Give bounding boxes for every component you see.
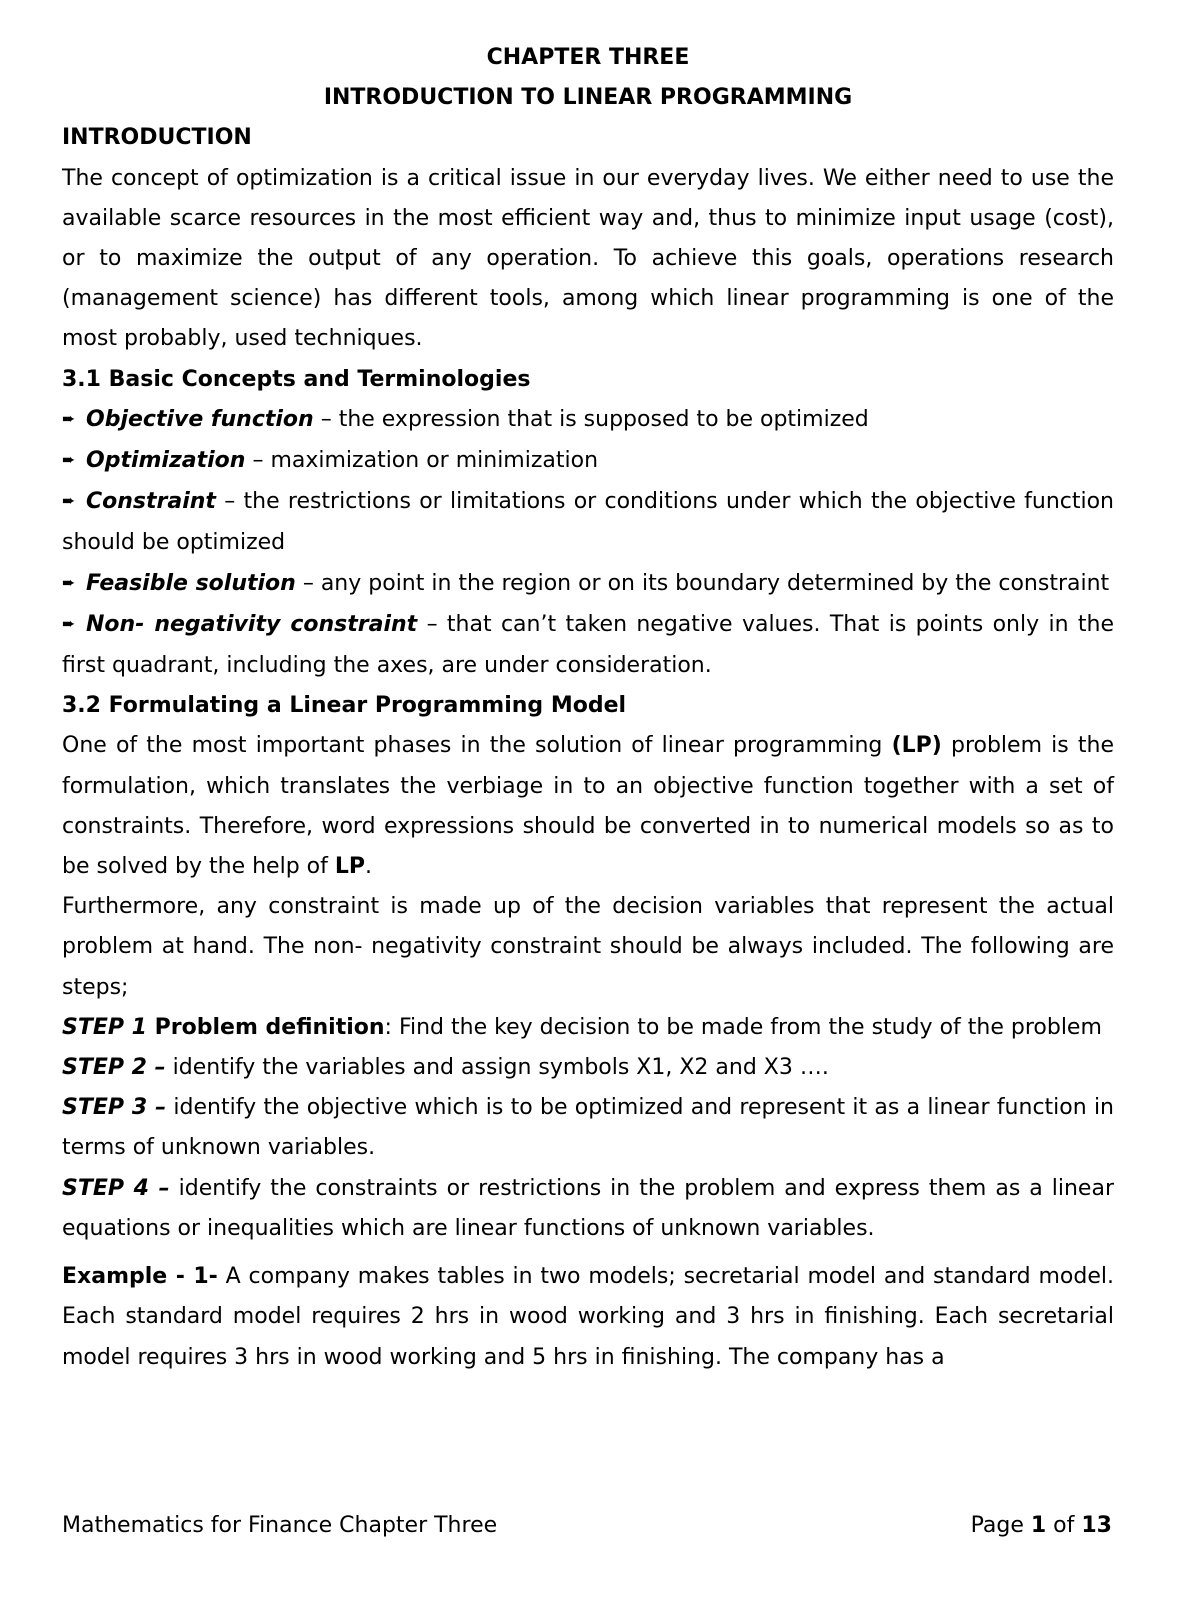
term-item — [62, 564, 1114, 605]
term-label: Optimization — [86, 448, 246, 474]
formulation-paragraph — [62, 726, 1114, 887]
step-label: STEP 3 – — [62, 1095, 167, 1121]
arrow-bullet-icon: ➨ — [62, 491, 76, 511]
page-footer — [62, 1506, 1112, 1546]
term-label: Constraint — [86, 489, 216, 515]
step-item — [62, 1048, 1114, 1088]
of-word: of — [1046, 1513, 1082, 1538]
arrow-bullet-icon: ➨ — [62, 613, 76, 633]
arrow-bullet-icon: ➨ — [62, 450, 76, 470]
step-label: STEP 1 — [62, 1014, 147, 1040]
step-label: STEP 4 – — [62, 1175, 170, 1201]
chapter-title: INTRODUCTION TO LINEAR PROGRAMMING — [323, 85, 853, 111]
step-text: identify the constraints or restrictions in the problem and express them as a linear equations or inequalities which are linear functions of unknown variables. — [62, 1175, 1114, 1241]
bold-run: (LP) — [891, 733, 942, 759]
step-label: STEP 2 – — [62, 1055, 166, 1081]
step-item — [62, 1008, 1114, 1048]
bold-run: LP — [334, 854, 366, 880]
term-definition: – that can’t taken negative values. That is points only in the first quadrant, including the axes, are under consideration. — [62, 611, 1114, 679]
page-word: Page — [970, 1513, 1031, 1538]
section-3-1-heading: 3.1 Basic Concepts and Terminologies — [62, 366, 531, 392]
intro-paragraph: The concept of optimization is a critical issue in our everyday lives. We either need to use the available scarce resources in the most efficient way and, thus to minimize input usage (cost), or to maximize the output of any operation. To achieve this goals, operations research (management science) has different tools, among which linear programming is one of the most probably, used techniques. — [62, 165, 1114, 352]
arrow-bullet-icon: ➨ — [62, 408, 76, 428]
term-label: Feasible solution — [86, 570, 296, 596]
term-label: Objective function — [86, 406, 314, 432]
step-item — [62, 1088, 1114, 1168]
term-item — [62, 482, 1114, 563]
step-text: identify the objective which is to be optimized and represent it as a linear function in terms of unknown variables. — [62, 1095, 1114, 1161]
term-definition: – maximization or minimization — [245, 448, 599, 474]
term-definition: – the restrictions or limitations or conditions under which the objective function should be optimized — [62, 489, 1114, 556]
page-content — [62, 38, 1114, 1378]
intro-heading: INTRODUCTION — [62, 125, 252, 151]
term-definition: – any point in the region or on its boundary determined by the constraint — [295, 570, 1110, 596]
current-page: 1 — [1030, 1513, 1047, 1538]
step-item — [62, 1169, 1114, 1249]
term-definition: – the expression that is supposed to be optimized — [313, 406, 869, 432]
constraint-paragraph: Furthermore, any constraint is made up of the decision variables that represent the actual problem at hand. The non- negativity constraint should be always included. The following are steps; — [62, 894, 1114, 1000]
example-text: A company makes tables in two models; secretarial model and standard model. Each standard model requires 2 hrs in wood working and 3 hrs in finishing. Each secretarial model requires 3 hrs in wood working and 5 hrs in finishing. The company has a — [62, 1264, 1114, 1370]
example-label: Example - 1- — [62, 1264, 218, 1290]
example-paragraph — [62, 1257, 1114, 1378]
footer-title: Mathematics for Finance Chapter Three — [62, 1513, 498, 1538]
text-run: . — [365, 854, 373, 880]
text-run: One of the most important phases in the solution of linear programming — [62, 733, 892, 759]
step-text: identify the variables and assign symbols X1, X2 and X3 …. — [165, 1055, 829, 1081]
text-run: problem is the formulation, which translates the verbiage in to an objective function together with a set of constraints. Therefore, word expressions should be converted in to numerical models so as to be solved by the help of — [62, 733, 1115, 880]
section-3-2-heading: 3.2 Formulating a Linear Programming Model — [62, 693, 627, 719]
arrow-bullet-icon: ➨ — [62, 572, 76, 592]
term-item — [62, 441, 1114, 482]
term-label: Non- negativity constraint — [86, 611, 418, 637]
term-item — [62, 400, 1114, 441]
total-pages: 13 — [1081, 1513, 1112, 1538]
term-item — [62, 605, 1114, 686]
chapter-label: CHAPTER THREE — [486, 45, 690, 70]
page-number — [971, 1506, 1112, 1546]
step-text: : Find the key decision to be made from the study of the problem — [384, 1014, 1102, 1040]
step-bold: Problem definition — [146, 1014, 385, 1040]
